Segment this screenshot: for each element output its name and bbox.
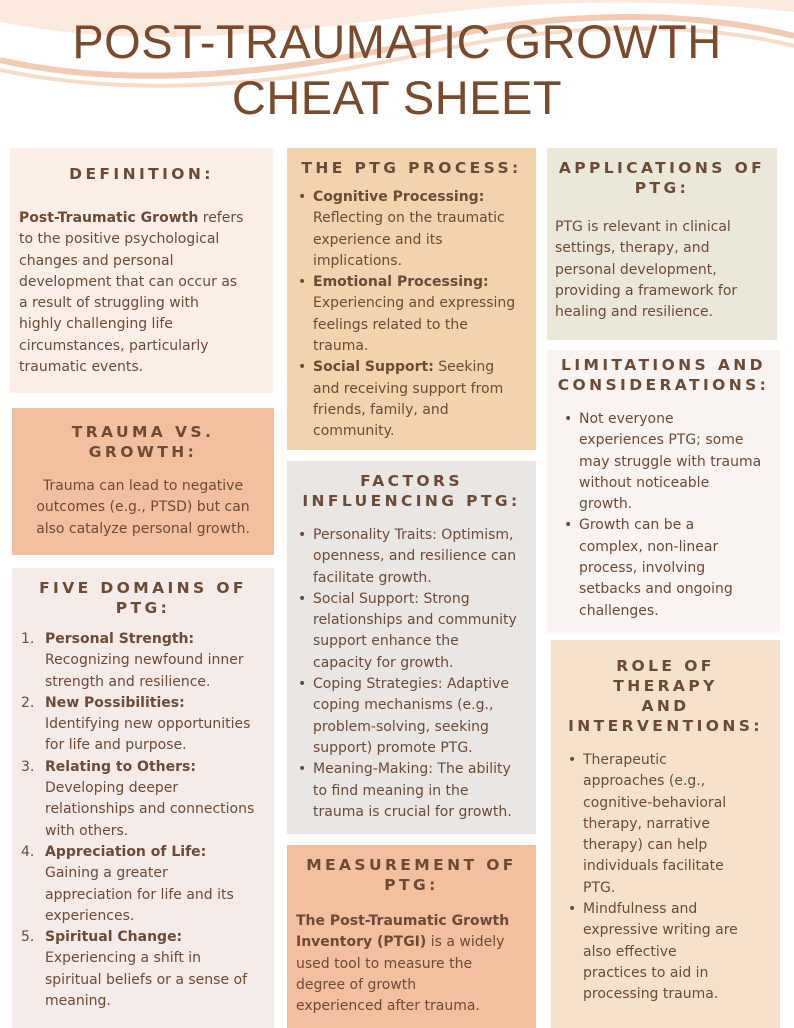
measurement-heading: [297, 855, 526, 895]
process-title: Emotional Processing:: [313, 274, 489, 291]
therapy-line: therapy) can help: [583, 837, 708, 854]
therapy-line: • Mindfulness and: [583, 901, 698, 918]
item-number: 1.: [21, 631, 35, 647]
factor-line: to find meaning in the: [313, 782, 469, 799]
therapy-line: approaches (e.g.,: [583, 773, 706, 790]
limitation-line: process, involving: [579, 560, 706, 577]
therapy-heading-line-1: ROLE OF THERAPY: [613, 657, 718, 695]
list-item: [21, 693, 264, 757]
domain-line: meaning.: [45, 993, 111, 1010]
domain-title: Relating to Others:: [45, 758, 196, 775]
process-line: implications.: [313, 252, 403, 269]
measurement-line: experienced after trauma.: [296, 998, 480, 1015]
domain-line: Experiencing a shift in: [45, 950, 202, 967]
ptg-process-card: [287, 148, 536, 450]
item-number: 3.: [21, 758, 35, 775]
trauma-heading: [22, 422, 264, 462]
domain-line: spiritual beliefs or a sense of: [45, 971, 247, 988]
definition-term: Post-Traumatic Growth: [19, 210, 199, 226]
therapy-heading-line-2: AND: [641, 697, 690, 715]
definition-line: to the positive psychological: [19, 231, 220, 248]
applications-heading-line-2: PTG:: [634, 179, 690, 197]
measurement-card: [287, 845, 536, 1028]
factors-card: [287, 461, 536, 834]
limitations-card: [547, 350, 780, 633]
process-line: trauma.: [313, 338, 369, 355]
list-item: [296, 589, 526, 674]
process-line: experience and its: [313, 231, 443, 248]
definition-line: circumstances, particularly: [19, 337, 209, 354]
applications-text: [555, 217, 767, 323]
factor-line: openness, and resilience can: [313, 548, 517, 565]
definition-line: traumatic events.: [19, 359, 144, 376]
five-domains-heading-line-2: PTG:: [115, 599, 171, 617]
factor-line: • Coping Strategies: Adaptive: [313, 676, 509, 693]
domain-title: Personal Strength:: [45, 631, 195, 647]
process-line: Seeking: [433, 359, 495, 376]
list-item: [296, 674, 526, 759]
list-item: [21, 927, 264, 1012]
therapy-line: • Therapeutic: [583, 752, 667, 768]
list-item: [566, 750, 770, 899]
limitation-line: • Growth can be a: [579, 517, 695, 534]
trauma-vs-growth-card: [12, 408, 274, 555]
domain-title: Appreciation of Life:: [45, 843, 207, 860]
therapy-heading-line-3: INTERVENTIONS:: [568, 717, 763, 735]
measurement-line: degree of growth: [296, 976, 417, 993]
measurement-heading-line-2: PTG:: [384, 876, 439, 894]
definition-card: [10, 148, 273, 393]
therapy-line: therapy, narrative: [583, 815, 710, 832]
five-domains-list: [21, 629, 264, 1012]
applications-line: providing a framework for: [555, 282, 738, 299]
factor-line: capacity for growth.: [313, 654, 454, 671]
domain-line: with others.: [45, 822, 129, 839]
factors-heading: [297, 471, 526, 511]
therapy-line: processing trauma.: [583, 986, 719, 1003]
factor-line: relationships and community: [313, 612, 517, 629]
title-line-1: POST-TRAUMATIC GROWTH: [72, 15, 722, 68]
trauma-text: [22, 476, 264, 540]
factors-list: [296, 525, 526, 823]
measurement-bold-line: The Post-Traumatic Growth: [296, 913, 510, 929]
limitation-line: experiences PTG; some: [579, 432, 744, 449]
applications-line: personal development,: [555, 261, 717, 278]
therapy-line: also effective: [583, 943, 677, 960]
definition-line-1: refers: [198, 210, 244, 226]
process-line: community.: [313, 423, 395, 440]
limitation-line: • Not everyone: [579, 411, 674, 427]
page-title: [0, 14, 794, 126]
applications-heading: [557, 158, 767, 198]
five-domains-heading-line-1: FIVE DOMAINS OF: [39, 579, 247, 597]
list-item: [296, 357, 526, 442]
process-line: Experiencing and expressing: [313, 295, 516, 312]
item-number: 2.: [21, 694, 35, 711]
applications-line: settings, therapy, and: [555, 240, 710, 257]
item-number: 5.: [21, 929, 35, 946]
factor-line: trauma is crucial for growth.: [313, 803, 512, 820]
applications-heading-line-1: APPLICATIONS OF: [558, 159, 766, 177]
list-item: [566, 899, 770, 1005]
factors-heading-line-1: FACTORS: [360, 472, 463, 490]
domain-title: New Possibilities:: [45, 694, 185, 711]
list-item: [296, 525, 526, 589]
list-item: [21, 629, 264, 693]
therapy-line: expressive writing are: [583, 922, 738, 939]
ptg-process-heading: THE PTG PROCESS:: [301, 159, 522, 177]
trauma-line: Trauma can lead to negative: [42, 478, 244, 494]
domain-line: appreciation for life and its: [45, 886, 234, 903]
therapy-card: [551, 640, 780, 1028]
process-title: Social Support:: [313, 359, 434, 376]
definition-line: development that can occur as: [19, 273, 238, 290]
domain-line: strength and resilience.: [45, 673, 211, 690]
list-item: [296, 272, 526, 357]
process-line: and receiving support from: [313, 380, 504, 397]
therapy-heading: [561, 656, 770, 736]
domain-line: experiences.: [45, 907, 135, 924]
therapy-line: PTG.: [583, 879, 616, 896]
process-line: feelings related to the: [313, 316, 468, 333]
process-line: Reflecting on the traumatic: [313, 210, 505, 227]
measurement-line: used tool to measure the: [296, 955, 473, 972]
measurement-text: [296, 911, 526, 1017]
factor-line: • Personality Traits: Optimism,: [313, 527, 514, 543]
definition-line: highly challenging life: [19, 316, 173, 333]
list-item: [562, 409, 770, 515]
factor-line: support) promote PTG.: [313, 739, 473, 756]
applications-card: [547, 148, 777, 340]
title-line-2: CHEAT SHEET: [231, 71, 563, 124]
factor-line: • Social Support: Strong: [313, 590, 470, 607]
factor-line: • Meaning-Making: The ability: [313, 761, 511, 778]
domain-line: relationships and connections: [45, 801, 255, 818]
list-item: [562, 515, 770, 621]
definition-line: changes and personal: [19, 252, 174, 269]
five-domains-heading: [22, 578, 264, 618]
therapy-line: individuals facilitate: [583, 858, 724, 875]
definition-heading: DEFINITION:: [69, 165, 214, 183]
factor-line: facilitate growth.: [313, 569, 432, 586]
limitations-heading-line-2: CONSIDERATIONS:: [557, 376, 770, 394]
process-title: Cognitive Processing:: [313, 189, 485, 205]
domain-title: Spiritual Change:: [45, 929, 183, 946]
domain-line: Gaining a greater: [45, 865, 168, 882]
trauma-line: also catalyze personal growth.: [36, 520, 250, 537]
factor-line: support enhance the: [313, 633, 459, 650]
limitation-line: growth.: [579, 496, 633, 513]
list-item: [21, 757, 264, 842]
measurement-heading-line-1: MEASUREMENT OF: [306, 856, 517, 874]
list-item: [296, 759, 526, 823]
five-domains-card: [12, 568, 274, 1028]
limitation-line: challenges.: [579, 602, 659, 619]
factors-heading-line-2: INFLUENCING PTG:: [302, 492, 521, 510]
limitations-heading-line-1: LIMITATIONS AND: [561, 356, 766, 374]
limitation-line: complex, non-linear: [579, 538, 719, 555]
list-item: [296, 187, 526, 272]
trauma-heading-line-1: TRAUMA VS.: [71, 423, 215, 441]
measurement-bold-line: Inventory (PTGI): [296, 934, 427, 951]
factor-line: problem-solving, seeking: [313, 718, 489, 735]
domain-line: Recognizing newfound inner: [45, 652, 244, 669]
therapy-line: practices to aid in: [583, 964, 709, 981]
domain-line: Developing deeper: [45, 780, 179, 797]
therapy-list: [566, 750, 770, 1006]
ptg-process-list: [296, 187, 526, 443]
factor-line: coping mechanisms (e.g.,: [313, 697, 494, 714]
definition-text: [19, 208, 263, 378]
measurement-line: is a widely: [426, 934, 505, 951]
item-number: 4.: [21, 843, 35, 860]
definition-line: a result of struggling with: [19, 295, 199, 312]
limitation-line: without noticeable: [579, 474, 710, 491]
domain-line: Identifying new opportunities: [45, 716, 251, 733]
trauma-line: outcomes (e.g., PTSD) but can: [36, 499, 250, 516]
process-line: friends, family, and: [313, 401, 449, 418]
list-item: [21, 842, 264, 927]
applications-line: healing and resilience.: [555, 304, 714, 321]
limitations-heading: [557, 355, 770, 395]
limitation-line: setbacks and ongoing: [579, 581, 733, 598]
limitation-line: may struggle with trauma: [579, 453, 762, 470]
applications-line: PTG is relevant in clinical: [555, 219, 731, 235]
therapy-line: cognitive-behavioral: [583, 794, 727, 811]
domain-line: for life and purpose.: [45, 737, 187, 754]
trauma-heading-line-2: GROWTH:: [88, 443, 198, 461]
limitations-list: [562, 409, 770, 622]
